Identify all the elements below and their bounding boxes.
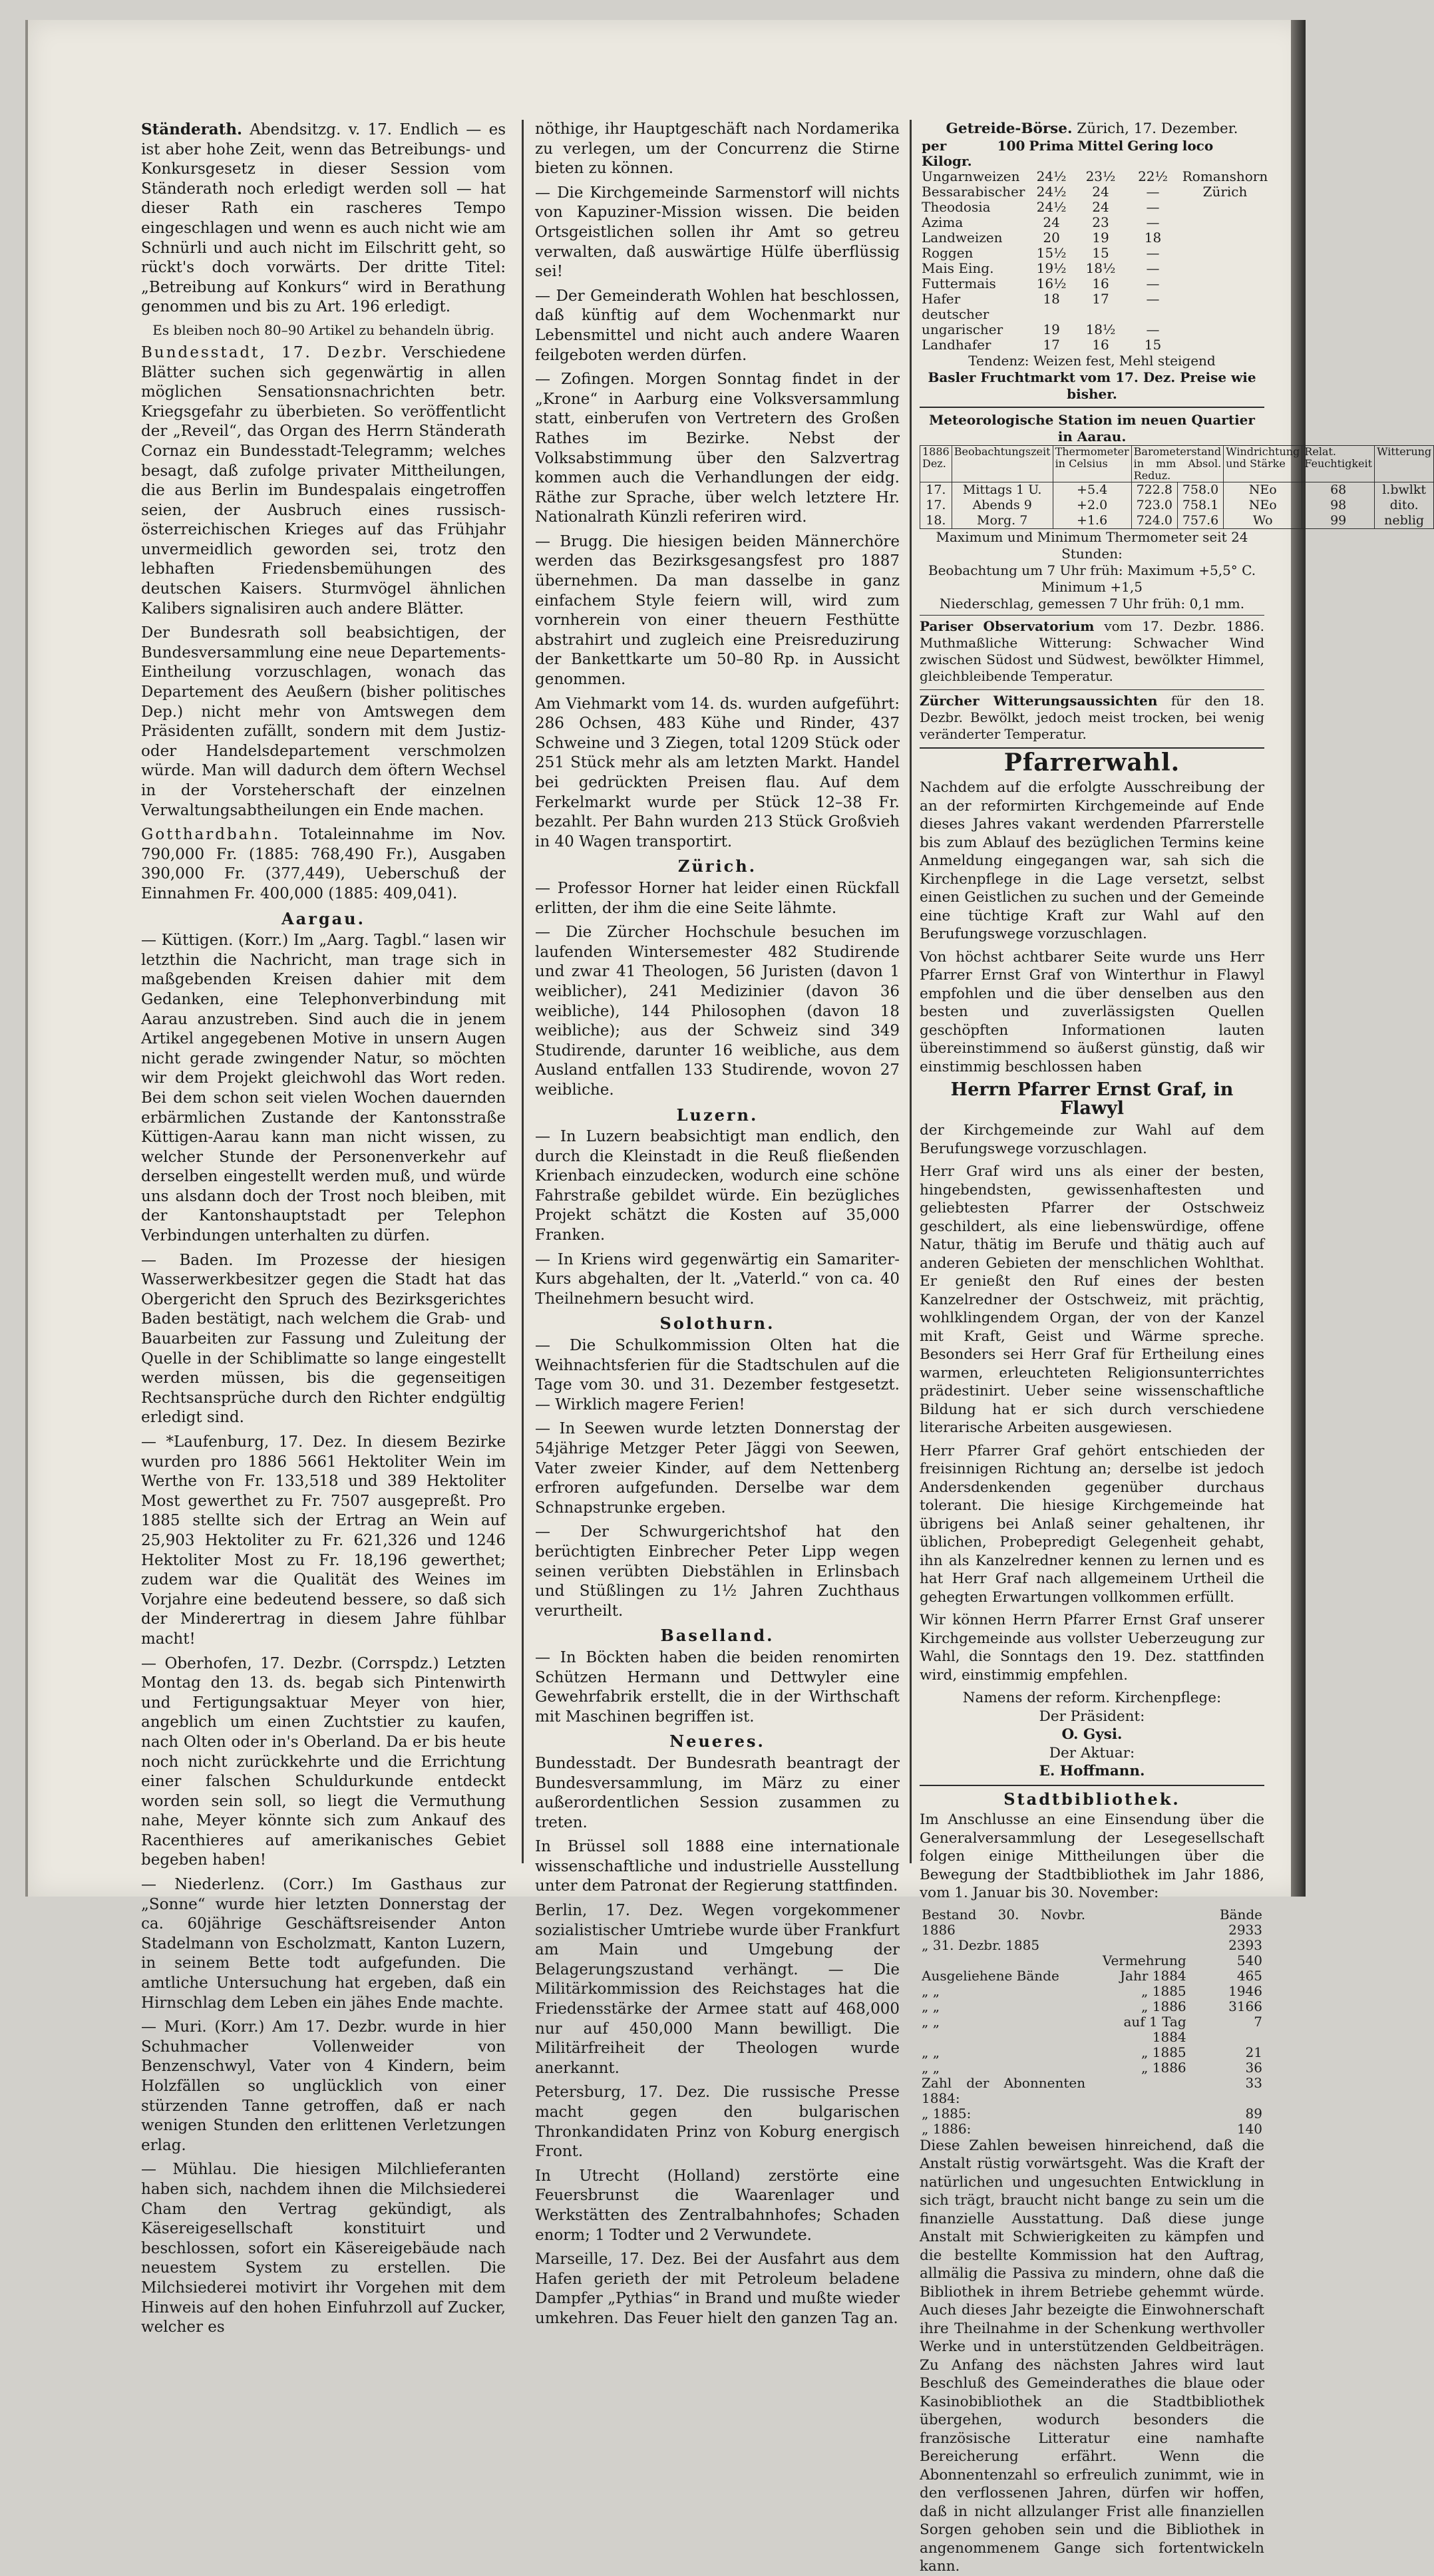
grain-price-cell: 24½ xyxy=(1036,198,1067,215)
article-hochschule: — Die Zürcher Hochschule besuchen im laufenden Wintersemester 482 Studirende und zwar 41 Theologen, 56 Juristen (davon 1 weiblicher), 241 Medizinier (davon 36 weibliche), 144 Philosophen (davon 18 weibliche); aus der Schweiz sind 349 Studirende, darunter 16 weibliche, aus dem Ausland entfallen 133 Studirende, wovon 27 weibliche. xyxy=(535,924,900,1099)
pfarrerwahl-title: Pfarrerwahl. xyxy=(1003,748,1180,777)
grain-price-cell: Landweizen xyxy=(922,229,1003,246)
library-stats-table xyxy=(920,1907,1264,2137)
candidate-name: Herrn Pfarrer Ernst Graf, in Flawyl xyxy=(950,1079,1234,1119)
notice-paragraph: Herr Graf wird uns als einer der besten, hingebendsten, gewissenhaftesten und geliebtesten Pfarrer der Ostschweiz geschildert, als eine liebenswürdige, offene Natur, thätig im Berufe und thätig auch auf anderen Gebieten der menschlichen Wohlthat. Er genießt den Ruf eines der besten Kanzelredner der Ostschweiz, mit prächtig, wohlklingendem Organ, der von der Kanzel mit Kraft, Geist und Wärme spreche. Besonders sei Herr Graf für Ertheilung eines warmen, erleuchteten Religionsunterrichtes prädestinirt. Ueber seine wissenschaftliche Bildung hat er sich durch verschiedene literarische Arbeiten ausgewiesen. xyxy=(920,1163,1264,1436)
notice-paragraph: Nachdem auf die erfolgte Ausschreibung der an der reformirten Kirchgemeinde auf Ende dieses Jahres vakant werdenden Pfarrerstelle bis zum Ablauf des bezüglichen Termins keine Anmeldung eingegangen war, sah sich die Kirchenpflege in die Lage versetzt, selbst einen Geistlichen zu suchen und der Gemeinde eine tüchtige Kraft zur Wahl auf den Berufungswege vorzuschlagen. xyxy=(920,779,1264,942)
library-stats-cell: Vermehrung xyxy=(1102,1952,1186,1968)
article-oberhofen: — Oberhofen, 17. Dezbr. (Corrspdz.) Letzten Montag den 13. ds. begab sich Pintenwirth und Fertigungsaktuar Meyer von hier, angeblich um einen Zuchtstier zu kaufen, nach Olten oder in's Oberland. Da er bis heute noch nicht zurückkehrte und die Errichtung einer falschen Schuldurkunde entdeckt worden sein soll, so liegt die Vermuthung nahe, Meyer könnte sich zum Ankauf des Racenthieres auf amerikanisches Gebiet begeben haben! xyxy=(141,1654,506,1869)
weather-cell: 758.0 xyxy=(1177,482,1223,498)
paris-observatory-lead: Pariser Observatorium xyxy=(920,618,1095,634)
library-stats-cell: 33 xyxy=(1245,2074,1262,2091)
grain-price-cell: 15 xyxy=(1092,244,1109,261)
library-stats-cell: „ 1886 xyxy=(1141,1998,1186,2014)
grain-price-cell: 15½ xyxy=(1036,244,1067,261)
weather-cell: +1.6 xyxy=(1053,513,1131,529)
article-note: Es bleiben noch 80–90 Artikel zu behandeln übrig. xyxy=(152,321,494,338)
grain-price-cell: Roggen xyxy=(922,244,974,261)
grain-exchange-title: Getreide-Börse. xyxy=(946,120,1073,137)
library-stats-cell: Jahr 1884 xyxy=(1120,1967,1186,1984)
grain-price-cell: 20 xyxy=(1043,229,1060,246)
library-stats-cell xyxy=(1087,2076,1188,2106)
article-berlin: Berlin, 17. Dez. Wegen vorgekommener sozialistischer Umtriebe wurde über Frankfurt am Main und Umgebung der Belagerungszustand verhängt. — Die Militärkommission des Reichstages hat die Friedensstärke der Armee statt auf 468,000 nur auf 450,000 Mann bewilligt. Die Militärfreiheit der Theologen wurde anerkannt. xyxy=(535,1902,900,2077)
signature-name: O. Gysi. xyxy=(1061,1726,1123,1743)
section-heading-baselland: Baselland. xyxy=(660,1626,775,1646)
article-bundesstadt xyxy=(141,343,506,619)
grain-price-cell xyxy=(1180,322,1270,337)
weather-cell: 758.1 xyxy=(1177,498,1223,513)
weather-column-header: Witterung xyxy=(1375,445,1434,482)
paris-observatory-text: vom 17. Dezbr. 1886. Muthmaßliche Witterung: Schwacher Wind zwischen Südost und Südwest, bewölkter Himmel, gleichbleibende Temperatur. xyxy=(920,618,1265,684)
weather-column-header: Windrichtung und Stärke xyxy=(1224,445,1302,482)
zuerich-forecast xyxy=(920,693,1264,743)
grain-price-cell: — xyxy=(1146,321,1160,337)
library-stats-cell: „ 31. Dezbr. 1885 xyxy=(922,1936,1040,1953)
grain-price-cell: — xyxy=(1146,290,1160,307)
library-stats-cell: Zahl der Abonnenten 1884: xyxy=(922,2074,1086,2106)
grain-column-header: per 100 Kilogr. xyxy=(922,137,1025,169)
article-marseille: Marseille, 17. Dez. Bei der Ausfahrt aus dem Hafen gerieth der mit Petroleum beladene Dampfer „Pythias“ in Brand und mußte wieder umkehren. Das Feuer hielt den ganzen Tag an. xyxy=(535,2251,900,2327)
article-seewen: — In Seewen wurde letzten Donnerstag der 54jährige Metzger Peter Jäggi von Seewen, Vater zweier Kinder, auf dem Nettenberg erfroren aufgefunden. Derselbe war dem Schnapstrunke ergeben. xyxy=(535,1420,900,1517)
column-middle xyxy=(535,120,900,2327)
article-viehmarkt: Am Viehmarkt vom 14. ds. wurden aufgeführt: 286 Ochsen, 483 Kühe und Rinder, 437 Schweine und 3 Ziegen, total 1209 Stück oder 251 Stück mehr als am letzten Markt. Handel bei gedrückten Preisen flau. Auf dem Ferkelmarkt wurde per Stück 12–38 Fr. bezahlt. Per Bahn wurden 213 Stück Großvieh in 40 Wagen transportirt. xyxy=(535,695,900,850)
grain-price-row xyxy=(920,337,1270,353)
grain-price-header xyxy=(920,138,1270,169)
library-stats-cell: 36 xyxy=(1245,2059,1262,2076)
grain-column-header: Prima xyxy=(1029,137,1074,154)
weather-cell: 757.6 xyxy=(1177,513,1223,529)
grain-price-cell: Azima xyxy=(922,214,964,230)
grain-price-cell: 15 xyxy=(1144,336,1162,353)
library-stats-cell: 540 xyxy=(1236,1952,1262,1968)
grain-price-cell: 23 xyxy=(1092,214,1109,230)
weather-cell: 17. xyxy=(920,482,952,498)
weather-column-header: Barometerstand in mm Absol. Reduz. xyxy=(1131,445,1224,482)
grain-price-cell: 24 xyxy=(1043,214,1060,230)
library-stats-cell: 2393 xyxy=(1228,1936,1262,1953)
library-stats-cell: „ „ xyxy=(922,2013,940,2030)
library-stats-cell xyxy=(1087,1938,1188,1953)
article-brugg: — Brugg. Die hiesigen beiden Männerchöre werden das Bezirksgesangsfest pro 1887 übernehmen. Da man dasselbe in ganz einfachem Style feiern will, wird zum vornherein von einer theuern Festhütte abstrahirt und zugleich eine Preisreduzirung der Bankettkarte um 50–80 Rp. in Aussicht genommen. xyxy=(535,532,900,689)
library-stats-cell: „ „ xyxy=(922,1998,940,2014)
library-stats-row xyxy=(920,2060,1264,2076)
article-bundesstadt-neueres: Bundesstadt. Der Bundesrath beantragt der Bundesversammlung, im März zu einer außerordentlichen Session zusammen zu treten. xyxy=(535,1754,900,1831)
notice-paragraph: Wir können Herrn Pfarrer Ernst Graf unserer Kirchgemeinde aus vollster Ueberzeugung zur Wahl, die Sonntags den 19. Dez. stattfinden wird, einstimmig empfehlen. xyxy=(920,1612,1264,1684)
weather-note: Minimum +1,5 xyxy=(1041,578,1143,595)
weather-cell: +2.0 xyxy=(1053,498,1131,513)
weather-table xyxy=(920,445,1434,529)
grain-price-cell: Zürich xyxy=(1202,183,1248,200)
weather-table-header xyxy=(920,445,1434,482)
weather-cell: 68 xyxy=(1302,482,1375,498)
weather-cell: 99 xyxy=(1302,513,1375,529)
column-rule xyxy=(522,120,524,1863)
grain-price-cell: 18 xyxy=(1043,290,1060,307)
grain-exchange-date: Zürich, 17. Dezember. xyxy=(1077,120,1238,137)
grain-price-cell: Bessarabischer xyxy=(922,183,1025,200)
grain-price-cell: 17 xyxy=(1092,290,1109,307)
library-stats-row xyxy=(920,2106,1264,2121)
article-baden: — Baden. Im Prozesse der hiesigen Wasserwerkbesitzer gegen die Stadt hat das Obergericht den Spruch des Bezirksgerichtes Baden bestätigt, nach welchem die Grab- und Bauarbeiten zur Fassung und Zuleitung der Quelle in der Schiblimatte so lange eingestellt werden müssen, bis die gegenseitigen Rechtsansprüche durch den Richter endgültig erledigt sind. xyxy=(141,1251,506,1427)
grain-price-cell: Theodosia xyxy=(922,198,991,215)
weather-row xyxy=(920,482,1434,498)
grain-price-cell: Futtermais xyxy=(922,275,996,291)
weather-column-header: Relat. Feuchtigkeit xyxy=(1302,445,1375,482)
weather-note: Beobachtung um 7 Uhr früh: Maximum +5,5° C. xyxy=(928,562,1256,578)
section-heading-luzern: Luzern. xyxy=(676,1105,759,1125)
paris-observatory xyxy=(920,618,1264,685)
library-stats-row xyxy=(920,2076,1264,2106)
signature-line: Namens der reform. Kirchenpflege: xyxy=(962,1690,1222,1706)
grain-price-row xyxy=(920,184,1270,200)
library-stats-cell xyxy=(1087,1907,1188,1938)
weather-row xyxy=(920,513,1434,529)
grain-price-cell xyxy=(1180,200,1270,215)
grain-exchange-title-line xyxy=(920,120,1264,138)
weather-cell: l.bwlkt xyxy=(1375,482,1434,498)
column-left xyxy=(141,120,506,2336)
grain-price-cell: 22½ xyxy=(1138,168,1168,184)
page-binding-edge xyxy=(1291,20,1306,1897)
grain-price-row xyxy=(920,200,1270,215)
grain-column-header: Gering xyxy=(1127,137,1178,154)
article-continued: nöthige, ihr Hauptgeschäft nach Nordamerika zu verlegen, um der Concurrenz die Stirne bieten zu können. xyxy=(535,120,900,178)
grain-price-cell: 19 xyxy=(1043,321,1060,337)
zuerich-forecast-text: für den 18. Dezbr. Bewölkt, jedoch meist trocken, bei wenig veränderter Temperatur. xyxy=(920,692,1265,742)
grain-price-cell: Mais Eing. xyxy=(922,260,994,276)
column-right xyxy=(920,120,1432,2575)
grain-price-cell: 18½ xyxy=(1085,260,1116,276)
library-stats-cell: „ „ xyxy=(922,2044,940,2060)
library-stats-cell: 1946 xyxy=(1228,1982,1262,1999)
article-lead: Bundesstadt, 17. Dezbr. xyxy=(141,343,389,361)
grain-price-table xyxy=(920,138,1270,353)
grain-price-cell: 18 xyxy=(1144,229,1162,246)
section-heading-solothurn: Solothurn. xyxy=(659,1314,775,1334)
library-stats-cell: auf 1 Tag 1884 xyxy=(1123,2013,1186,2045)
divider xyxy=(920,407,1264,408)
weather-cell: NEo xyxy=(1224,482,1302,498)
library-stats-cell: „ „ xyxy=(922,1982,940,1999)
stadtbibliothek-text: Diese Zahlen beweisen hinreichend, daß die Anstalt rüstig vorwärtsgeht. Was die Kraft der natürlichen und ungesuchten Entwicklung in sich trägt, braucht nicht bange zu sein um die finanzielle Ausstattung. Daß diese junge Anstalt mit Schwierigkeiten zu kämpfen und die bestellte Kommission hat den Auftrag, allmälig die Passiva zu mindern, ohne daß die Bibliothek in ihrem Betriebe gehemmt würde. Auch dieses Jahr bezeigte die Einwohnerschaft ihre Theilnahme in der Schenkung werthvoller Werke und in unterstützenden Geldbeiträgen. Zu Anfang des nächsten Jahres wird laut Beschluß des Gemeinderathes die blaue oder Kasinobibliothek an die Stadtbibliothek übergehen, wodurch besonders die französische Litteratur eine namhafte Bereicherung erfährt. Wenn die Abonnentenzahl so erfreulich zunimmt, wie in den verflossenen Jahren, dürfen wir hoffen, daß in nicht allzulanger Frist alle finanziellen Sorgen gehoben sein und die Bibliothek in angenommenem Gange sich fortentwickeln kann. xyxy=(920,2137,1264,2575)
grain-column-header: loco xyxy=(1182,137,1214,154)
grain-price-cell: — xyxy=(1146,183,1160,200)
library-stats-cell: 21 xyxy=(1245,2044,1262,2060)
grain-price-row xyxy=(920,291,1270,322)
grain-price-cell: Romanshorn xyxy=(1182,168,1268,184)
article-text: Abendsitzg. v. 17. Endlich — es ist aber hohe Zeit, wenn das Betreibungs- und Konkursgesetz in dieser Session vom Ständerath noch erledigt werden soll — hat dieser Rath ein rascheres Tempo eingeschlagen und wenn es auch nicht wie am Schnürli und auch nicht im Eilschritt geht, so rückt's doch vorwärts. Der dritte Titel: „Betreibung auf Konkurs“ wird in Berathung genommen und bis zu Art. 196 erledigt. xyxy=(141,121,506,316)
article-text: Totaleinnahme im Nov. 790,000 Fr. (1885: 768,490 Fr.), Ausgaben 390,000 Fr. (377,449), Ueberschuß der Einnahmen Fr. 400,000 (1885: 409,041). xyxy=(141,826,506,902)
library-stats-cell: „ 1885: xyxy=(922,2105,972,2121)
article-boeckten: — In Böckten haben die beiden renomirten Schützen Hermann und Dettwyler eine Gewehrfabrik erstellt, die in der Wirthschaft mit Maschinen begriffen ist. xyxy=(535,1648,900,1726)
library-stats-cell xyxy=(920,1953,1087,1968)
grain-price-cell xyxy=(1180,261,1270,276)
library-stats-cell: Ausgeliehene Bände xyxy=(922,1967,1059,1984)
section-heading-zuerich: Zürich. xyxy=(677,856,757,876)
pfarrerwahl-notice xyxy=(920,748,1264,1781)
grain-price-row xyxy=(920,261,1270,276)
article-lead: Ständerath. xyxy=(141,120,242,138)
weather-cell: +5.4 xyxy=(1053,482,1131,498)
grain-price-cell: ungarischer xyxy=(922,321,1003,337)
library-stats-row xyxy=(920,2121,1264,2137)
stadtbibliothek-title: Stadtbibliothek. xyxy=(1003,1789,1180,1809)
divider xyxy=(920,689,1264,690)
grain-tendency: Tendenz: Weizen fest, Mehl steigend xyxy=(968,352,1216,369)
article-niederlenz: — Niederlenz. (Corr.) Im Gasthaus zur „Sonne“ wurde hier letzten Donnerstag der ca. 60jährige Geschäftsreisender Anton Stadelmann von Escholzmatt, Kanton Luzern, in seinem Bette todt aufgefunden. Die amtliche Untersuchung hat ergeben, daß ein Hirnschlag dem Leben ein jähes Ende machte. xyxy=(141,1876,506,2012)
grain-price-cell: Ungarnweizen xyxy=(922,168,1020,184)
weather-cell: NEo xyxy=(1224,498,1302,513)
grain-column-header: Mittel xyxy=(1077,137,1124,154)
weather-cell: 18. xyxy=(920,513,952,529)
article-schwurgericht: — Der Schwurgerichtshof hat den berüchtigten Einbrecher Peter Lipp wegen seinen verübten Diebstählen in Erlinsbach und Stüßlingen zu 1½ Jahren Zuchthaus verurtheilt. xyxy=(535,1523,900,1620)
weather-cell: Mittags 1 U. xyxy=(952,482,1053,498)
grain-price-cell xyxy=(1180,337,1270,353)
library-stats-cell: „ 1886 xyxy=(1141,2059,1186,2076)
library-stats-cell: 465 xyxy=(1236,1967,1262,1984)
library-stats-cell: 140 xyxy=(1236,2120,1262,2137)
weather-note: Maximum und Minimum Thermometer seit 24 Stunden: xyxy=(936,528,1248,562)
article-gotthardbahn xyxy=(141,825,506,904)
library-stats-row xyxy=(920,1953,1264,1968)
article-bruessel: In Brüssel soll 1888 eine internationale wissenschaftliche und industrielle Ausstellung unter dem Patronat der Regierung stattfinden. xyxy=(535,1838,900,1895)
grain-price-cell xyxy=(1180,291,1270,322)
article-olten: — Die Schulkommission Olten hat die Weihnachtsferien für die Stadtschulen auf die Tage vom 30. und 31. Dezember festgesetzt. — Wirklich magere Ferien! xyxy=(535,1337,900,1413)
weather-cell: 98 xyxy=(1302,498,1375,513)
signature-name: E. Hoffmann. xyxy=(1039,1763,1145,1779)
library-stats-cell: „ „ xyxy=(922,2059,940,2076)
library-stats-cell: 89 xyxy=(1245,2105,1262,2121)
article-lead: Gotthardbahn. xyxy=(141,826,281,844)
article-luzern: — In Luzern beabsichtigt man endlich, den durch die Kleinstadt in die Reuß fließenden Krienbach einzudecken, wodurch eine schöne Fahrstraße gebildet würde. Ein bezügliches Projekt schätzt die Kosten auf 35,000 Franken. xyxy=(535,1128,900,1244)
article-laufenburg: — *Laufenburg, 17. Dez. In diesem Bezirke wurden pro 1886 5661 Hektoliter Wein im Werthe von Fr. 133,518 und 389 Hektoliter Most gewerthet zu Fr. 7507 ausgepreßt. Pro 1885 stellte sich der Ertrag an Wein auf 25,903 Hektoliter zu Fr. 621,326 und 1246 Hektoliter Most zu Fr. 18,196 gewerthet; zudem war die Qualität des Weines im Vorjahre eine bedeutend bessere, so daß sich der Minderertrag in diesem Jahre fühlbar macht! xyxy=(141,1433,506,1648)
section-heading-neueres: Neueres. xyxy=(669,1732,765,1751)
grain-price-cell: 24 xyxy=(1092,198,1109,215)
library-stats-row xyxy=(920,2014,1264,2045)
weather-cell: Abends 9 xyxy=(952,498,1053,513)
article-petersburg: Petersburg, 17. Dez. Die russische Presse macht gegen den bulgarischen Thronkandidaten Prinz von Koburg energisch Front. xyxy=(535,2084,900,2161)
library-stats-row xyxy=(920,1968,1264,1984)
grain-price-cell: — xyxy=(1146,214,1160,230)
library-stats-cell xyxy=(1087,2106,1188,2121)
weather-cell: 17. xyxy=(920,498,952,513)
article-bundesrath: Der Bundesrath soll beabsichtigen, der Bundesversammlung eine neue Departements-Eintheilung vorzuschlagen, wonach das Departement des Aeußern (bisher politisches Dep.) nicht mehr von Amtswegen dem Präsidenten zufällt, sondern mit dem Justiz- oder Handelsdepartement verschmolzen würde. Man will dadurch dem öftern Wechsel in der Vorsteherschaft der einzelnen Verwaltungsabtheilungen ein Ende machen. xyxy=(141,624,506,819)
weather-cell: 723.0 xyxy=(1131,498,1177,513)
newspaper-page xyxy=(25,20,1432,2575)
article-utrecht: In Utrecht (Holland) zerstörte eine Feuersbrunst die Waarenlager und Werkstätten des Zentralbahnhofes; Schaden enorm; 1 Todter und 2 Verwundete. xyxy=(535,2167,900,2244)
grain-price-cell: 24 xyxy=(1092,183,1109,200)
grain-price-cell xyxy=(1180,230,1270,246)
grain-price-cell: 16 xyxy=(1092,275,1109,291)
grain-price-cell: 19 xyxy=(1092,229,1109,246)
weather-cell: dito. xyxy=(1375,498,1434,513)
library-stats-cell xyxy=(1087,2121,1188,2137)
grain-price-row xyxy=(920,215,1270,230)
weather-cell: neblig xyxy=(1375,513,1434,529)
grain-exchange xyxy=(920,120,1268,403)
article-zofingen: — Zofingen. Morgen Sonntag findet in der „Krone“ in Aarburg eine Volksversammlung statt, einberufen von Vertretern des Großen Rathes im Bezirke. Nebst der Volksabstimmung über den Salzvertrag kommen auch die Verhandlungen der eidg. Räthe zur Sprache, über welch letztere Hr. Nationalrath Künzli referiren wird. xyxy=(535,371,900,526)
weather-station-title: Meteorologische Station im neuen Quartier in Aarau. xyxy=(929,411,1255,445)
grain-price-cell xyxy=(1180,215,1270,230)
grain-price-cell: — xyxy=(1146,198,1160,215)
grain-price-cell: Landhafer xyxy=(922,336,991,353)
library-stats-cell: 3166 xyxy=(1228,1998,1262,2014)
grain-price-cell: 16½ xyxy=(1036,275,1067,291)
weather-cell: Morg. 7 xyxy=(952,513,1053,529)
article-horner: — Professor Horner hat leider einen Rückfall erlitten, der ihm die eine Seite lähmte. xyxy=(535,879,900,917)
grain-price-cell: — xyxy=(1146,260,1160,276)
article-kriens: — In Kriens wird gegenwärtig ein Samariter-Kurs abgehalten, der lt. „Vaterld.“ von ca. 40 Theilnehmern besucht wird. xyxy=(535,1250,900,1308)
weather-cell: 722.8 xyxy=(1131,482,1177,498)
article-sarmenstorf: — Die Kirchgemeinde Sarmenstorf will nichts von Kapuziner-Mission wissen. Die beiden Ortsgeistlichen sollen ihr Amt so getreu verwalten, daß auswärtige Hülfe überflüssig sei! xyxy=(535,184,900,281)
grain-price-cell: 16 xyxy=(1092,336,1109,353)
library-stats-cell: Bände 2933 xyxy=(1219,1906,1262,1938)
weather-row xyxy=(920,498,1434,513)
weather-station xyxy=(920,411,1432,612)
library-stats-cell: „ 1885 xyxy=(1141,1982,1186,1999)
notice-paragraph: Von höchst achtbarer Seite wurde uns Herr Pfarrer Ernst Graf von Winterthur in Flawyl empfohlen und die über denselben aus den besten und zuverlässigsten Quellen geschöpften Informationen lauten übereinstimmend so äußerst günstig, daß wir einstimmig beschlossen haben xyxy=(920,948,1264,1075)
grain-price-cell: 23½ xyxy=(1085,168,1116,184)
stadtbibliothek-intro: Im Anschlusse an eine Einsendung über die Generalversammlung der Lesegesellschaft folgen einige Mittheilungen über die Bewegung der Stadtbibliothek im Jahr 1886, vom 1. Januar bis 30. November: xyxy=(920,1811,1264,1901)
grain-price-cell: 18½ xyxy=(1085,321,1116,337)
grain-price-row xyxy=(920,276,1270,291)
signature-line: Der Aktuar: xyxy=(1049,1744,1135,1761)
notice-paragraph: der Kirchgemeinde zur Wahl auf dem Berufungswege vorzuschlagen. xyxy=(920,1122,1264,1157)
library-stats-row xyxy=(920,2045,1264,2060)
grain-price-cell: Hafer deutscher xyxy=(922,290,989,322)
grain-price-cell: 24½ xyxy=(1036,183,1067,200)
article-text: Verschiedene Blätter suchen sich gegenwärtig in allen möglichen Sensationsnachrichten betr. Kriegsgefahr zu überbieten. So veröffentlicht der „Reveil“, das Organ des Herrn Ständerath Cornaz ein Bundesstadt-Telegramm; welches besagt, daß zufolge privater Mittheilungen, die aus Berlin im Bundespalais eingetroffen seien, der Ausbruch eines russisch-österreichischen Krieges auf das Frühjahr unvermeidlich geworden sei, trotz den lebhaften Friedensbemühungen des deutschen Kaisers. Sturmvögel ähnlichen Kalibers signalisiren auch andere Blätter. xyxy=(141,343,506,618)
library-stats-cell: „ 1886: xyxy=(922,2120,972,2137)
grain-price-cell: — xyxy=(1146,244,1160,261)
library-stats-row xyxy=(920,1938,1264,1953)
basel-fruit-market: Basler Fruchtmarkt vom 17. Dez. Preise wie bisher. xyxy=(928,369,1256,402)
library-stats-cell: 7 xyxy=(1254,2013,1262,2030)
library-stats-cell: Bestand 30. Novbr. 1886 xyxy=(922,1906,1086,1938)
library-stats-row xyxy=(920,1907,1264,1938)
notice-paragraph: Herr Pfarrer Graf gehört entschieden der freisinnigen Richtung an; derselbe ist jedoch Andersdenkenden gegenüber durchaus tolerant. Die hiesige Kirchgemeinde hat übrigens bei Anlaß seiner gehaltenen, ihr üblichen, Probepredigt Gelegenheit gehabt, ihn als Kanzelredner kennen zu lernen und es hat Herr Graf nach allgemeinem Urtheil die gehegten Erwartungen vollkommen erfüllt. xyxy=(920,1442,1264,1606)
grain-price-row xyxy=(920,246,1270,261)
divider xyxy=(920,615,1264,616)
article-muri: — Muri. (Korr.) Am 17. Dezbr. wurde in hier Schuhmacher Vollenweider von Benzenschwyl, Vater von 4 Kindern, beim Holzfällen so unglücklich von einer stürzenden Tanne getroffen, daß er nach wenigen Stunden den erlittenen Verletzungen erlag. xyxy=(141,2018,506,2154)
article-staenderath xyxy=(141,120,506,317)
grain-price-cell: 17 xyxy=(1043,336,1060,353)
weather-column-header: Beobachtungszeit xyxy=(952,445,1053,482)
library-stats-row xyxy=(920,1999,1264,2014)
zuerich-forecast-lead: Zürcher Witterungsaussichten xyxy=(920,692,1158,709)
article-wohlen: — Der Gemeinderath Wohlen hat beschlossen, daß künftig auf dem Wochenmarkt nur Lebensmittel und nicht auch andere Waaren feilgeboten werden dürfen. xyxy=(535,287,900,364)
article-muehlau: — Mühlau. Die hiesigen Milchlieferanten haben sich, nachdem ihnen die Milchsiederei Cham den Vertrag gekündigt, als Käsereigesellschaft konstituirt und beschlossen, sofort ein Käsereigebäude nach neuestem System zu erstellen. Die Milchsiederei motivirt ihr Vorgehen mit dem Hinweis auf den hohen Einfuhrzoll auf Zucker, welcher es xyxy=(141,2161,506,2336)
grain-price-cell xyxy=(1180,276,1270,291)
grain-price-cell: 19½ xyxy=(1036,260,1067,276)
weather-column-header: Thermometer in Celsius xyxy=(1053,445,1131,482)
divider xyxy=(920,1785,1264,1786)
library-stats-row xyxy=(920,1984,1264,1999)
grain-price-row xyxy=(920,230,1270,246)
section-heading-aargau: Aargau. xyxy=(281,908,365,928)
grain-price-row xyxy=(920,322,1270,337)
weather-cell: 724.0 xyxy=(1131,513,1177,529)
grain-price-cell: 24½ xyxy=(1036,168,1067,184)
grain-price-row xyxy=(920,169,1270,184)
article-kuettigen: — Küttigen. (Korr.) Im „Aarg. Tagbl.“ lasen wir letzthin die Nachricht, man trage sich in maßgebenden Kreisen dahier mit dem Gedanken, eine Telephonverbindung mit Aarau anzustreben. Sind auch die in jenem Artikel angegebenen Motive in unsern Augen nicht gerade zwingender Natur, so möchten wir dem Projekt gleichwohl das Wort reden. Bei dem schon seit vielen Wochen dauernden erbärmlichen Zustande der Kantonsstraße Küttigen-Aarau kann man nicht wissen, zu welcher Stunde der Personenverkehr auf derselben eingestellt werden muß, und würde uns alsdann doch der Trost noch bleiben, mit der Kantonshauptstadt per Telephon Verbindungen unterhalten zu dürfen. xyxy=(141,932,506,1245)
grain-price-cell xyxy=(1180,246,1270,261)
weather-note: Niederschlag, gemessen 7 Uhr früh: 0,1 mm. xyxy=(939,595,1245,612)
column-rule xyxy=(910,120,912,1863)
signature-line: Der Präsident: xyxy=(1039,1708,1145,1725)
library-stats-cell: „ 1885 xyxy=(1141,2044,1186,2060)
weather-cell: Wo xyxy=(1224,513,1302,529)
stadtbibliothek-article xyxy=(920,1790,1264,2576)
grain-price-cell: — xyxy=(1146,275,1160,291)
weather-column-header: 1886 Dez. xyxy=(920,445,952,482)
